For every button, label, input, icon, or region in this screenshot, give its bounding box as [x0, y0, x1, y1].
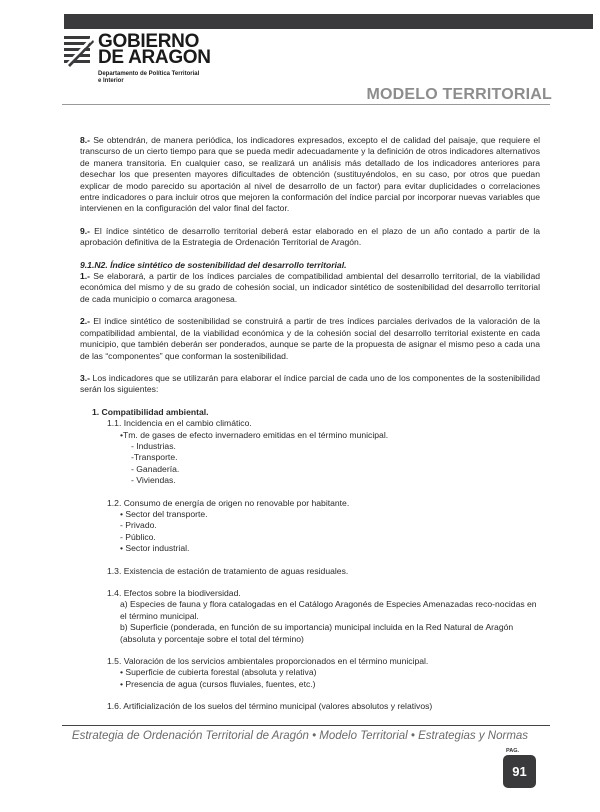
- section-heading: 9.1.N2. Índice sintético de sostenibilidad del desarrollo territorial.: [80, 259, 347, 270]
- logo-line-2: DE ARAGON: [98, 47, 211, 68]
- list-item: • Superficie de cubierta forestal (absoluta y relativa): [120, 667, 317, 678]
- page-number: 91: [503, 755, 536, 788]
- list-item: 1.1. Incidencia en el cambio climático.: [107, 418, 252, 429]
- page-content: [80, 135, 540, 713]
- logo-subtitle: [98, 71, 248, 85]
- list-item: 1.6. Artificialización de los suelos del término municipal (valores absolutos y relativos): [107, 701, 433, 712]
- paragraph-number: 8.-: [80, 135, 91, 145]
- list-item: 1.3. Existencia de estación de tratamiento de aguas residuales.: [107, 565, 349, 576]
- paragraph-text: El índice sintético de desarrollo territorial deberá estar elaborado en el plazo de un año contado a partir de la aprobación definitiva de la Estrategia de Ordenación Territorial de Aragón.: [80, 225, 541, 248]
- list-item: •Tm. de gases de efecto invernadero emitidas en el término municipal.: [120, 429, 389, 440]
- section-title: MODELO TERRITORIAL: [366, 86, 552, 103]
- paragraph-2: [80, 316, 540, 362]
- aragon-emblem-icon: [64, 34, 94, 68]
- list-item: • Sector industrial.: [120, 543, 190, 554]
- page-label: PAG.: [506, 748, 520, 754]
- indicator-list: [80, 407, 540, 713]
- paragraph-3: [80, 373, 540, 396]
- header-bar: [64, 14, 593, 29]
- list-item: 1.4. Efectos sobre la biodiversidad.: [107, 588, 241, 598]
- list-item: -Transporte.: [131, 452, 178, 463]
- logo-title: [98, 31, 211, 68]
- logo-sub-2: e Interior: [98, 78, 124, 84]
- paragraph-9: [80, 226, 540, 249]
- paragraph-number: 2.-: [80, 316, 91, 327]
- title-divider: [62, 104, 550, 105]
- list-item: - Ganadería.: [131, 463, 180, 474]
- logo-sub-1: Departamento de Política Territorial: [98, 71, 200, 77]
- paragraph-text: Se obtendrán, de manera periódica, los indicadores expresados, excepto el de calidad del paisaje, que requiere el transcurso de un cierto tiempo para que se pueda medir adecuadamente y la definición de otros indicadores alternativos de manera transitoria. En cualquier caso, se realizará un análisis más detallado de los indicadores anteriores para desechar los que presenten mayores dificultades de obtención (sustituyéndolos, en su caso, por otros que puedan explicar de modo parecido su aportación al nivel de desarrollo de un factor) para evitar duplicidades o correlaciones entre indicadores o para incluir otros que mejoren la conformación del índice parcial por incorporar nuevas variables que intervienen en la configuración del valor final del factor.: [80, 135, 541, 214]
- paragraph-number: 1.-: [80, 271, 91, 282]
- paragraph-text: Los indicadores que se utilizarán para elaborar el índice parcial de cada uno de los componentes de la sostenibilidad serán los siguientes:: [80, 372, 540, 395]
- gobierno-aragon-logo: [64, 31, 264, 94]
- list-item: 1.5. Valoración de los servicios ambientales proporcionados en el término municipal.: [107, 656, 429, 667]
- list-item: 1. Compatibilidad ambiental.: [92, 406, 209, 417]
- list-item: b) Superficie (ponderada, en función de su importancia) municipal incluida en la Red Natural de Aragón (absoluta y porcentaje sobre el total del término): [120, 622, 514, 644]
- paragraph-number: 9.-: [80, 225, 91, 236]
- footer-text: Estrategia de Ordenación Territorial de Aragón • Modelo Territorial • Estrategias y Normas: [71, 730, 529, 742]
- list-item: - Privado.: [120, 520, 157, 531]
- list-item: • Presencia de agua (cursos fluviales, fuentes, etc.): [120, 678, 316, 689]
- logo-line-1: GOBIERNO: [98, 31, 200, 52]
- paragraph-text: Se elaborará, a partir de los índices parciales de compatibilidad ambiental del desarrollo territorial, de la viabilidad económica del mismo y de su grado de cohesión social, un indicador sintético de sostenibilidad del desarrollo territorial de cada municipio o comarca aragonesa.: [80, 271, 540, 304]
- list-item: a) Especies de fauna y flora catalogadas en el Catálogo Aragonés de Especies Amenazadas reco-nocidas en el término municipal.: [120, 599, 537, 621]
- paragraph-8: [80, 135, 540, 215]
- paragraph-text: El índice sintético de sostenibilidad se construirá a partir de tres índices parciales derivados de la valoración de la compatibilidad ambiental, de la viabilidad económica y de la cohesión social del desarrollo territorial existente en cada municipio, que también deberán ser ponderados, aunque se parte de la propuesta de asignar el mismo peso a cada una de las “componentes” que conforman la sostenibilidad.: [80, 316, 541, 361]
- footer-divider: [62, 725, 550, 726]
- list-item: - Viviendas.: [131, 475, 176, 486]
- list-item: 1.2. Consumo de energía de origen no renovable por habitante.: [107, 497, 350, 508]
- list-item: - Público.: [120, 531, 156, 542]
- paragraph-number: 3.-: [80, 372, 91, 383]
- list-item: • Sector del transporte.: [120, 508, 208, 519]
- list-item: - Industrias.: [131, 440, 176, 451]
- section-heading-block: [80, 260, 540, 306]
